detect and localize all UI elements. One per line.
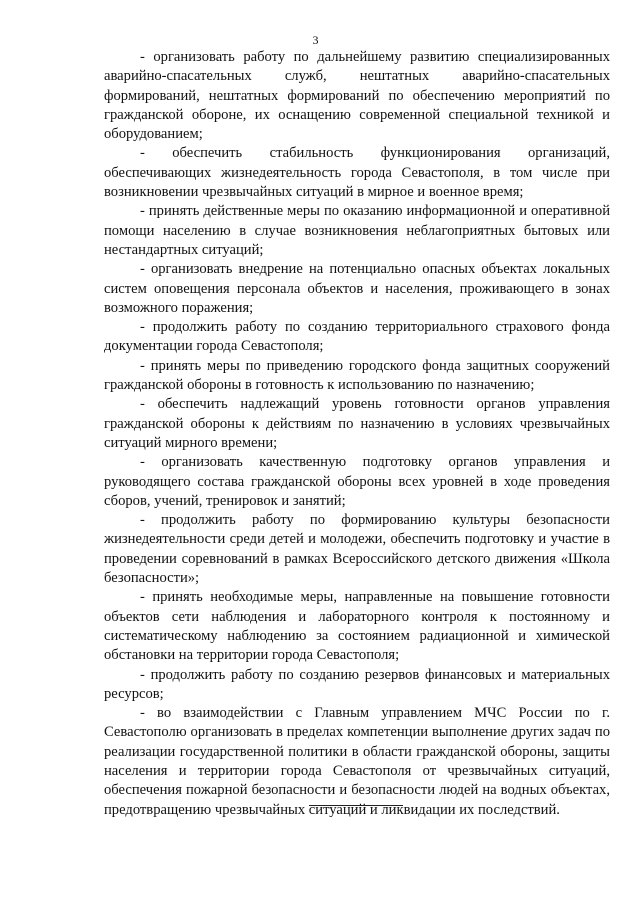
list-item-paragraph: - обеспечить стабильность функционирования организаций, обеспечивающих жизнедеятельность города Севастополя, в том числе при возникновении чрезвычайных ситуаций в мирное и военное время; bbox=[104, 145, 610, 201]
list-item-paragraph: - обеспечить надлежащий уровень готовности органов управления гражданской обороны к действиям по назначению в условиях чрезвычайных ситуаций мирного времени; bbox=[104, 396, 610, 451]
list-item-paragraph: - принять меры по приведению городского фонда защитных сооружений гражданской обороны в готовность к использованию по назначению; bbox=[104, 357, 610, 394]
list-item-paragraph: - организовать качественную подготовку органов управления и руководящего состава гражданской обороны всех уровней в ходе проведения сборов, учений, тренировок и занятий; bbox=[104, 454, 610, 509]
list-item-paragraph: - продолжить работу по формированию культуры безопасности жизнедеятельности среди детей и молодежи, обеспечить подготовку и участие в проведении соревнований в рамках Всероссийского детского движения «Школа безопасности»; bbox=[104, 512, 610, 587]
list-item-paragraph: - во взаимодействии с Главным управлением МЧС России по г. Севастополю организовать в пределах компетенции выполнение других задач по реализации государственной политики в области гражданской обороны, защиты населения и территории города Севастополя от чрезвычайных ситуаций, обеспечения пожарной безопасности и безопасности людей на водных объектах, предотвращению чрезвычайных ситуаций и ликвидации их последствий. bbox=[104, 705, 610, 818]
list-item-paragraph: - организовать работу по дальнейшему развитию специализированных аварийно-спасательных служб, нештатных аварийно-спасательных формирований, нештатных формирований по обеспечению мероприятий по гражданской обороне, их оснащению современной специальной техникой и оборудованием; bbox=[104, 49, 610, 143]
document-body bbox=[104, 48, 610, 820]
list-item-paragraph: - продолжить работу по созданию резервов финансовых и материальных ресурсов; bbox=[104, 666, 610, 702]
list-item-paragraph: - организовать внедрение на потенциально опасных объектах локальных систем оповещения персонала объектов и населения, проживающего в зонах возможного поражения; bbox=[104, 261, 610, 316]
end-separator-line bbox=[309, 805, 403, 806]
list-item-paragraph: - продолжить работу по созданию территориального страхового фонда документации города Севастополя; bbox=[104, 319, 610, 355]
list-item-paragraph: - принять действенные меры по оказанию информационной и оперативной помощи населению в случае возникновения неблагоприятных бытовых или нестандартных ситуаций; bbox=[104, 203, 610, 258]
list-item-paragraph: - принять необходимые меры, направленные на повышение готовности объектов сети наблюдения и лабораторного контроля к постоянному и систематическому наблюдению за состоянием радиационной и химической обстановки на территории города Севастополя; bbox=[104, 589, 610, 664]
page-number: 3 bbox=[312, 33, 319, 47]
